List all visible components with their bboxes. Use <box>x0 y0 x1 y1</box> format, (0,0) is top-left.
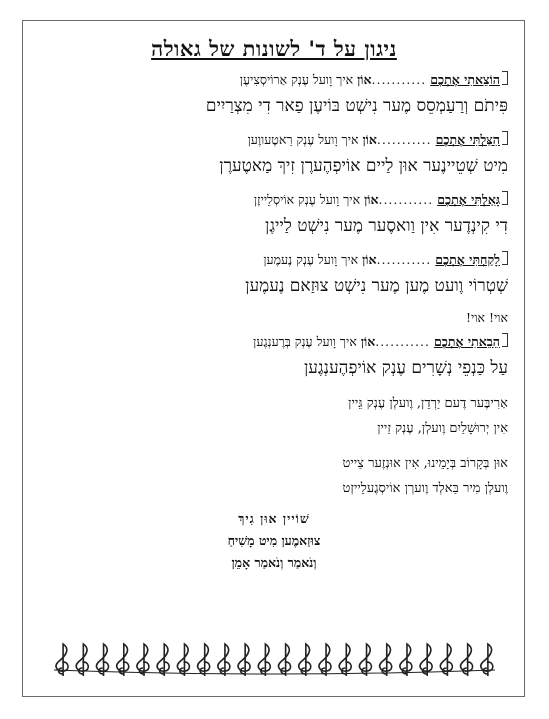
stanza-mid-text: איך וָועל עֶנְק בְּרֶענְגֶען <box>253 334 357 349</box>
stanza-main-line: פִּיתֹם וְרַעַמְסֵס מֶער נִישְׁט בּוֹיעֶן פַאר דִי מִצְרַיִים <box>205 96 508 116</box>
ohn-word: אוֹן <box>362 132 377 147</box>
treble-clef-icon <box>137 644 149 676</box>
closing-block <box>40 508 508 574</box>
ohn-word: אוֹן <box>362 252 377 267</box>
page-title: ניגון על ד' לשונות של גאולה <box>151 36 397 61</box>
stanza-mid-text: איך וָועל עֶנְק אוֹיסְלֵייזֶן <box>253 192 361 207</box>
stanza-lead: הוֹצֵאתִי אֶתְכֶם <box>430 72 500 87</box>
treble-clef-icon <box>380 644 392 676</box>
ohn-word: אוֹן <box>364 192 379 207</box>
stanza-4 <box>40 250 508 298</box>
stanza-lead: גָּאַלְתִּי אֶתְכֶם <box>437 192 500 207</box>
treble-clef-icon <box>177 644 189 676</box>
stanza-mid-text: איך וָועל עֶנְק אַרוֹיסְצִיעֶן <box>239 72 354 87</box>
treble-clef-icon <box>117 644 129 676</box>
bracket-icon <box>502 251 508 265</box>
verse-line: וֶועלְן מִיר בַּאלְד וֶוערְן אוֹיסְגֶעלֵייזְט <box>342 481 508 496</box>
bracket-icon <box>502 333 508 347</box>
treble-clef-icon <box>279 644 291 676</box>
stanza-3 <box>40 190 508 238</box>
leader-dots: ........... <box>378 192 434 207</box>
stanza-mid-text: איך וָועל עֶנְק רַאטֶעווֶען <box>247 132 359 147</box>
closing-line: וְנֹאמַר וְנֹאמַר אָמֵן <box>231 555 317 570</box>
closing-line: צוּזַאמֶען מִיט מָשִׁיחַ <box>227 533 321 548</box>
treble-clef-icon <box>198 644 210 676</box>
stanza-lead: הִצַּלְתִּי אֶתְכֶם <box>435 132 500 147</box>
stanza-2 <box>40 130 508 178</box>
stanza-header <box>40 332 508 352</box>
stanza-5 <box>40 332 508 380</box>
leader-dots: ........... <box>375 334 430 349</box>
leader-dots: ........... <box>376 252 432 267</box>
treble-clef-icon <box>299 644 311 676</box>
stanza-header <box>40 70 508 90</box>
stanza-header <box>40 250 508 270</box>
bracket-icon <box>502 71 508 85</box>
stanza-header <box>40 130 508 150</box>
stanza-main-line: דִי קִינְדֶער אִין וַואסֶער מֶער נִישְׁט לַייגֶן <box>265 216 508 236</box>
treble-clef-icon <box>319 644 331 676</box>
treble-clef-icon <box>339 644 351 676</box>
treble-clef-icon <box>238 644 250 676</box>
stanza-main-line: שְׁטְרוֹי וֶועט מֶען מֶער נִישְׁט צוּזַאם נֶעמֶען <box>245 276 508 296</box>
treble-clef-icon <box>157 644 169 676</box>
stanza-main-line: מִיט שְׁטֵיינֶער אוּן לַיים אוֹיפְהֶערֶן זִיךְ מַאטֶערֶן <box>219 156 508 176</box>
verse-line: אִין יְרוּשָׁלַיִם וֶועלְן, עֶנְק זַיין <box>377 421 508 436</box>
bracket-icon <box>502 191 508 205</box>
treble-clef-icon <box>56 644 68 676</box>
treble-clef-icon <box>258 644 270 676</box>
treble-clef-border-icon <box>52 640 497 680</box>
ohn-word: אוֹן <box>360 334 376 349</box>
treble-clef-icon <box>359 644 371 676</box>
exclamation-line: אוי! אוי! <box>466 310 508 325</box>
stanza-1 <box>40 70 508 118</box>
treble-clef-icon <box>481 644 493 676</box>
stanza-mid-text: איך וָועל עֶנְק נֶעמֶען <box>263 252 359 267</box>
leader-dots: ........... <box>376 132 432 147</box>
stanza-header <box>40 190 508 210</box>
stanza-lead: לָקַחְתִּי אֶתְכֶם <box>435 252 500 267</box>
treble-clef-icon <box>218 644 230 676</box>
treble-clef-icon <box>420 644 432 676</box>
leader-dots: ........... <box>371 72 427 87</box>
verse-line: אַרִיבֶּער דֶעם יַרְדֵן, וֶועלְן עֶנְק גֵּיין <box>348 396 508 411</box>
stanza-main-line: עַל כַּנְפֵי נְשָׁרִים עֶנְק אוֹיפְהֶענְגֶען <box>303 358 508 378</box>
verse-line: אוּן בְּקָרוֹב בְּיָמֵינוּ, אִין אוּנְזֶער צַייט <box>342 456 508 471</box>
treble-clef-icon <box>400 644 412 676</box>
ohn-word: אוֹן <box>357 72 372 87</box>
document-body <box>40 36 508 574</box>
bracket-icon <box>502 131 508 145</box>
closing-line: שׁוֹיין אוּן גִיךְ <box>238 511 310 526</box>
stanza-lead: הֵבֵאתִי אֶתְכֶם <box>433 334 500 349</box>
